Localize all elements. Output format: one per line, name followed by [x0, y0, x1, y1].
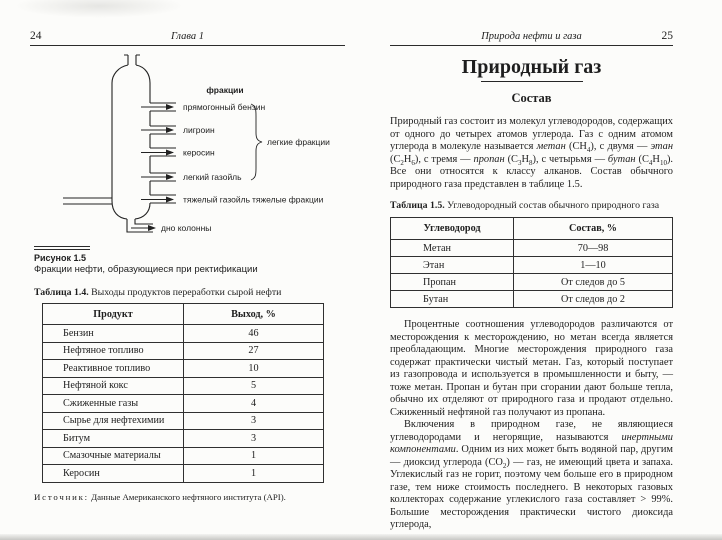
table-cell: Смазочные материалы	[43, 447, 184, 465]
table15-number: Таблица 1.5.	[390, 200, 445, 211]
table-cell: 27	[184, 342, 324, 360]
fraction-label: тяжелый газойль	[183, 194, 251, 205]
flow-arrows	[131, 107, 173, 228]
table-row	[43, 342, 324, 360]
table-row	[391, 274, 673, 291]
table-cell: Битум	[43, 430, 184, 448]
paragraph-composition: Природный газ состоит из молекул углеводородов, содержащих от одного до четырех атомов углерода. Газ с одним атомом углерода в молекуле называется метан $(CH_4)$, с двумя — этан $(C_2H_6)$, с тремя — пропан $(C_3H_8)$, с четырьмя — бутан $(C_4H_{10})$. Все они относятся к классу алканов. Состав обычного природного газа представлен в таблице 1.5.	[390, 116, 674, 190]
paragraph-inert-components: Включения в природном газе, не являющиеся углеводородами и негорящие, называются инертными компонентами. Одним из них может быть водяной пар, другим — диоксид углерода $(CO_2)$ — газ, не имеющий цвета и запаха. Углекислый газ не горит, поэтому чем больше его в природном газе, тем ниже стоимость последнего. В некоторых газовых коллекторах содержание углекислого газа составляет > 99%. Большие месторождения практически чистого диоксида углерода,	[390, 419, 673, 530]
distillation-column-diagram	[55, 52, 345, 242]
figure-column-header-label: фракции	[206, 85, 244, 95]
table-cell: 5	[184, 377, 324, 395]
table-row	[43, 360, 324, 378]
figure-caption-text: Фракции нефти, образующиеся при ректификации	[34, 264, 258, 275]
table-cell: 1	[184, 447, 324, 465]
column-header: Продукт	[43, 304, 184, 325]
fraction-label: легкий газойль	[183, 172, 242, 182]
table-cell: Метан	[391, 240, 514, 257]
chapter-title: Глава 1	[171, 31, 204, 42]
left-page	[30, 30, 345, 502]
table-cell: Керосин	[43, 465, 184, 483]
table-cell: Бутан	[391, 291, 514, 308]
table-cell: Нефтяной кокс	[43, 377, 184, 395]
table-cell: Реактивное топливо	[43, 360, 184, 378]
column-header: Выход, %	[184, 304, 324, 325]
page-number-right: 25	[661, 30, 673, 42]
table-row	[43, 412, 324, 430]
column-bottom-label: дно колонны	[161, 223, 212, 233]
source-text: Данные Американского нефтяного института (API).	[88, 491, 286, 502]
table14-caption-text: Выходы продуктов переработки сырой нефти	[88, 287, 282, 298]
table-cell: Сжиженные газы	[43, 395, 184, 413]
table-cell: Пропан	[391, 274, 514, 291]
scan-artifact	[14, 0, 184, 18]
yields-table	[42, 303, 324, 483]
table-row	[43, 447, 324, 465]
table14-caption	[34, 287, 345, 298]
header-row	[391, 218, 673, 240]
table-row	[43, 325, 324, 343]
table-row	[43, 465, 324, 483]
fraction-label: лигроин	[183, 125, 215, 135]
figure-number: Рисунок 1.5	[34, 253, 86, 263]
right-page	[390, 30, 673, 532]
source-label: Источник:	[34, 491, 89, 502]
table-row	[43, 430, 324, 448]
light-fractions-label: легкие фракции	[267, 137, 330, 147]
page-number-left: 24	[30, 30, 42, 42]
scan-bottom-edge	[0, 534, 722, 540]
table-row	[391, 291, 673, 308]
header-row	[43, 304, 324, 325]
table-cell: 4	[184, 395, 324, 413]
table14-number: Таблица 1.4.	[34, 287, 89, 298]
table-cell: Нефтяное топливо	[43, 342, 184, 360]
figure-caption-rule	[34, 246, 90, 250]
subsection-title: Состав	[511, 91, 552, 105]
paragraph-proportions: Процентные соотношения углеводородов различаются от месторождения к месторождению, но метан всегда является преобладающим. Многие месторождения природного газа содержат практически чистый метан. Газ, который поступает из газопровода и используется в промышленности и быту, — тоже метан. Пропан и бутан при сгорании дают больше тепла, обычно их отделяют от природного газа и продают отдельно. Сжиженный нефтяной газ получают из пропана.	[390, 319, 673, 418]
figure-caption	[34, 246, 345, 275]
table-cell: Этан	[391, 257, 514, 274]
table-cell: 1	[184, 465, 324, 483]
section-title-rule	[481, 81, 583, 82]
left-running-head	[30, 30, 345, 46]
fraction-label: керосин	[183, 147, 215, 158]
table-cell: От следов до 2	[514, 291, 673, 308]
part-title: Природа нефти и газа	[481, 31, 582, 42]
table-cell: Бензин	[43, 325, 184, 343]
right-running-head	[390, 30, 673, 46]
table15-caption	[390, 200, 673, 211]
table-cell: 46	[184, 325, 324, 343]
gas-composition-table	[390, 217, 673, 308]
column-header: Состав, %	[514, 218, 673, 240]
table-row	[391, 257, 673, 274]
column-header: Углеводород	[391, 218, 514, 240]
column-outline	[63, 55, 262, 232]
fraction-label: прямогонный бензин	[183, 102, 266, 112]
section-title: Природный газ	[461, 56, 602, 78]
table-row	[43, 395, 324, 413]
table-cell: 10	[184, 360, 324, 378]
table-cell: Сырье для нефтехимии	[43, 412, 184, 430]
source-note	[34, 492, 345, 502]
table-cell: 3	[184, 430, 324, 448]
table-cell: От следов до 5	[514, 274, 673, 291]
heavy-fractions-label: тяжелые фракции	[252, 194, 324, 205]
table-row	[43, 377, 324, 395]
table-cell: 70—98	[514, 240, 673, 257]
table-row	[391, 240, 673, 257]
table-cell: 1—10	[514, 257, 673, 274]
table-cell: 3	[184, 412, 324, 430]
table15-caption-text: Углеводородный состав обычного природного газа	[444, 200, 660, 211]
